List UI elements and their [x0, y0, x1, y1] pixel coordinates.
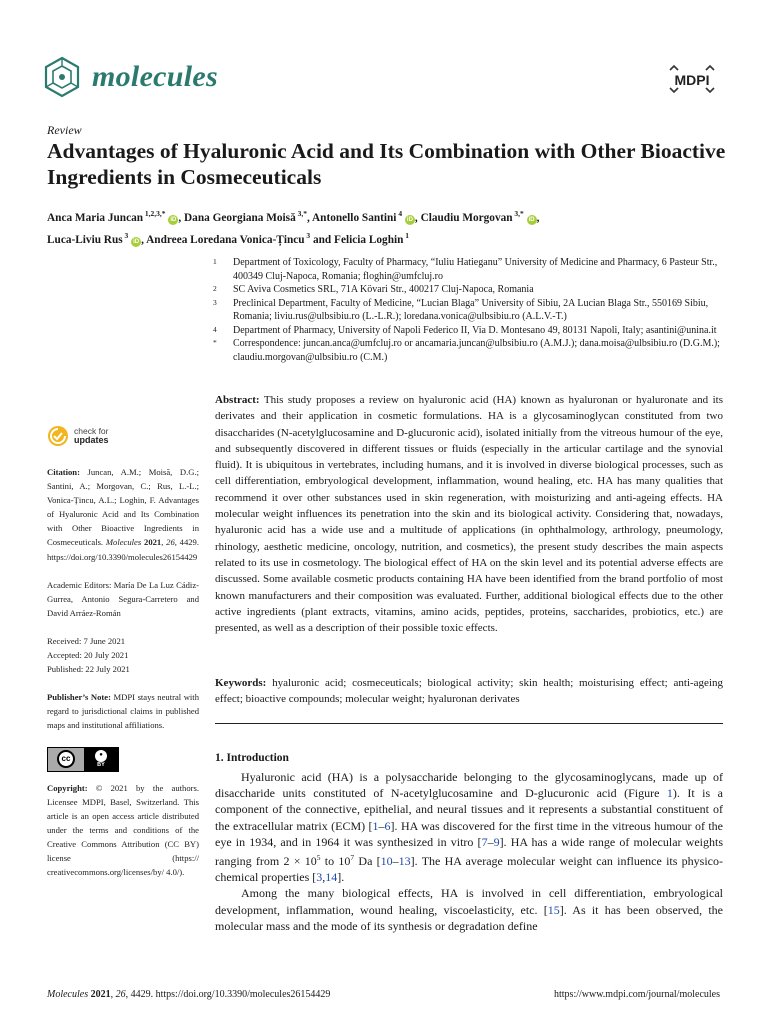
updates-bottom-label: updates [74, 435, 109, 445]
reference-link[interactable]: 6 [384, 818, 391, 833]
footer-journal-url[interactable]: https://www.mdpi.com/journal/molecules [554, 989, 720, 1000]
author-separator: and [310, 233, 335, 246]
abstract [215, 392, 723, 636]
paragraph [215, 769, 723, 885]
reference-link[interactable]: 9 [493, 834, 500, 849]
paragraph-text: – [378, 818, 385, 833]
author-separator: , [306, 211, 313, 224]
affiliation-item [213, 283, 733, 297]
author-affiliation-marker: 3 [122, 230, 129, 240]
paragraph-text: Among the many biological effects, HA is involved in cell differentiation, embryological development, inflammation, wound healing, viscoelasticity, etc. [ [215, 886, 723, 917]
author-name[interactable]: Claudiu Morgovan [420, 211, 513, 224]
footer-doi[interactable]: , 4429. https://doi.org/10.3390/molecules26154429 [125, 989, 331, 1000]
section-divider [215, 723, 723, 724]
author-name[interactable]: Antonello Santini [312, 211, 397, 224]
attribution-person-icon: ● [95, 750, 107, 762]
publisher-note [47, 690, 199, 732]
affiliation-number: * [213, 338, 217, 347]
orcid-icon[interactable]: iD [406, 216, 413, 223]
check-for-updates-button[interactable] [47, 425, 199, 447]
affiliation-text: Department of Toxicology, Faculty of Pharmacy, “Iuliu Hatieganu” University of Medicine and Pharmacy, 6 Pasteur Str., 400349 Cluj-Napoca, Romania; floghin@umfcluj.ro [233, 257, 718, 282]
footer-citation: Molecules 2021, 26, 4429. https://doi.org/10.3390/molecules26154429 [47, 989, 331, 1000]
dates-block [47, 634, 199, 676]
superscript: 7 [350, 853, 355, 863]
citation-label: Citation: [47, 467, 80, 477]
citation-block: Citation: Juncan, A.M.; Moisă, D.G.; Santini, A.; Morgovan, C.; Rus, L.-L.; Vonica-Țincu, A.L.; Loghin, F. Advantages of Hyaluronic Acid and Its Combination with Other Bioactive Ingredients in Cosmeceuticals. Molecules 2021, 26, 4429. https://doi.org/10.3390/molecules26154429 [47, 467, 200, 562]
affiliation-item [213, 297, 733, 324]
journal-name: molecules [92, 60, 219, 93]
affiliation-list [213, 256, 733, 364]
reference-link[interactable]: 13 [398, 854, 411, 869]
paragraph-text: ]. The HA average molecular weight can influence its physico-chemical properties [ [215, 854, 723, 885]
copyright-block [47, 781, 199, 880]
copyright-text: © 2021 by the authors. Licensee MDPI, Basel, Switzerland. This article is an open access article distributed under the terms and conditions of the Creative Commons Attribution (CC BY) license (https:// creativecommons.org/licenses/by/ 4.0/). [47, 782, 199, 878]
affiliation-number: 3 [213, 297, 217, 307]
author-affiliation-marker: 1,2,3,* [143, 209, 166, 218]
author-separator: , [178, 211, 185, 224]
journal-logo[interactable] [40, 55, 218, 99]
footer-year: 2021 [90, 989, 111, 1000]
superscript: 5 [316, 853, 321, 863]
author-name[interactable]: Anca Maria Juncan [47, 211, 144, 224]
paragraph-text: ]. HA was discovered for the first time in the vitreous humour of the eye in 1934, and in 1964 it was synthesized in vitro [ [215, 818, 724, 849]
reference-link[interactable]: 14 [325, 870, 338, 885]
reference-link[interactable]: 10 [380, 854, 393, 869]
affiliation-item [213, 324, 733, 338]
paragraph-text: Hyaluronic acid (HA) is a polysaccharide belonging to the glycosaminoglycans, made up of disaccharide units constituted of N-acetylglucosamine and D-glucuronic acid (Figure [215, 770, 723, 801]
reference-link[interactable]: 15 [547, 902, 560, 917]
affiliation-number: 1 [213, 257, 217, 266]
copyright-label: Copyright: [47, 782, 88, 793]
updates-top-label: check for [74, 426, 109, 436]
paragraph-text: ]. [337, 870, 345, 885]
article-type: Review [47, 123, 82, 137]
paragraph-text: – [487, 834, 494, 849]
section-heading-introduction: 1. Introduction [215, 752, 289, 764]
reference-link[interactable]: 7 [481, 834, 488, 849]
orcid-icon[interactable]: iD [170, 216, 177, 223]
publisher-name: MDPI [674, 72, 710, 88]
cc-by-license-badge[interactable] [47, 747, 119, 772]
affiliation-text: Correspondence: juncan.anca@umfcluj.ro or ancamaria.juncan@ulbsibiu.ro (A.M.J.); dana.moisa@ulbsibiu.ro (D.G.M.); claudiu.morgovan@ulbsibiu.ro (C.M.) [233, 338, 720, 363]
keywords-text: hyaluronic acid; cosmeceuticals; biological activity; skin health; moisturising effect; anti-ageing effect; bioactive compounds; molecular weight; hyaluronan derivates [215, 677, 723, 706]
author-name[interactable]: Dana Georgiana Moisă [184, 211, 296, 224]
paragraph-text: – [392, 854, 399, 869]
reference-link[interactable]: 1 [372, 818, 379, 833]
reference-link[interactable]: 1 [666, 786, 673, 801]
received-date: Received: 7 June 2021 [47, 635, 126, 646]
citation-journal: Molecules [105, 537, 142, 548]
footer-volume: 26 [115, 989, 126, 1000]
affiliation-text: SC Aviva Cosmetics SRL, 71A Kövari Str., 400217 Cluj-Napoca, Romania [233, 284, 534, 295]
keywords [215, 675, 723, 708]
author-affiliation-marker: 1 [403, 230, 410, 240]
author-name[interactable]: Luca-Liviu Rus [47, 233, 123, 246]
article-title: Advantages of Hyaluronic Acid and Its Combination with Other Bioactive Ingredients in Cosmeceuticals [47, 139, 726, 189]
molecule-hexagon-icon [40, 55, 84, 99]
accepted-date: Accepted: 20 July 2021 [47, 650, 129, 661]
author-affiliation-marker: 4 [396, 209, 403, 218]
mdpi-logo[interactable] [666, 64, 718, 94]
keywords-label: Keywords: [215, 677, 267, 689]
affiliation-item [213, 256, 733, 283]
publisher-note-label: Publisher’s Note: [47, 692, 111, 703]
affiliation-text: Preclinical Department, Faculty of Medicine, “Lucian Blaga” University of Sibiu, 2A Lucian Blaga Str., 550169 Sibiu, Romania; liviu.rus@ulbsibiu.ro (L.-L.R.); loredana.vonica@ulbsibiu.ro (A.L.V.-T.) [233, 297, 709, 322]
author-separator: , [141, 233, 147, 246]
paragraph-text: Da [ [354, 854, 381, 869]
check-updates-icon [47, 425, 69, 447]
citation-year: 2021 [144, 537, 162, 548]
citation-volume: 26 [166, 537, 175, 548]
affiliation-number: 4 [213, 324, 217, 334]
author-list [47, 205, 727, 249]
paragraph [215, 885, 723, 934]
author-affiliation-marker: 3 [304, 230, 311, 240]
citation-text: Juncan, A.M.; Moisă, D.G.; Santini, A.; Morgovan, C.; Rus, L.-L.; Vonica-Țincu, A.L.; Loghin, F. Advantages of Hyaluronic Acid and Its Combination with Other Bioactive Ingredients in Cosmeceuticals. [47, 467, 199, 548]
sidebar [47, 425, 199, 893]
cc-by-label: BY [97, 761, 105, 768]
orcid-icon[interactable]: iD [133, 238, 140, 245]
orcid-icon[interactable]: iD [528, 216, 535, 223]
abstract-label: Abstract: [215, 394, 260, 406]
citation-doi[interactable]: , 4429. https://doi.org/10.3390/molecules26154429 [47, 537, 200, 562]
affiliation-text: Department of Pharmacy, University of Napoli Federico II, Via D. Montesano 49, 80131 Napoli, Italy; asantini@unina.it [233, 324, 717, 336]
introduction-body [215, 769, 723, 934]
author-separator: , [536, 211, 540, 224]
affiliation-number: 2 [213, 284, 217, 293]
academic-editors: Academic Editors: María De La Luz Cádiz-Gurrea, Antonio Segura-Carretero and David Arráez-Román [47, 579, 199, 618]
paragraph-text: , [322, 870, 326, 885]
paragraph-text: ). It is a component of the connective, epithelial, and neural tissues and it represents a substantial constituent of the extracellular matrix (ECM) [ [215, 786, 723, 833]
paragraph-text: ]. HA has a wide range of molecular weights ranging from 2 × 10 [215, 834, 723, 869]
author-affiliation-marker: 3,* [512, 209, 524, 218]
author-name[interactable]: Felicia Loghin [334, 233, 404, 246]
author-separator: , [414, 211, 421, 224]
author-affiliation-marker: 3,* [295, 209, 307, 218]
publisher-note-text: MDPI stays neutral with regard to jurisdictional claims in published maps and institutional affiliations. [47, 692, 199, 731]
paragraph-text: ]. As it has been observed, the molecular mass and the mode of its synthesis or degradation define [215, 902, 723, 933]
reference-link[interactable]: 3 [316, 870, 323, 885]
creative-commons-icon: cc [57, 750, 75, 768]
affiliation-item [213, 337, 733, 364]
footer-journal: Molecules [47, 989, 89, 1000]
paragraph-text: to 10 [320, 854, 351, 869]
published-date: Published: 22 July 2021 [47, 664, 130, 675]
abstract-text: This study proposes a review on hyaluronic acid (HA) known as hyaluronan or hyaluronate and its derivates and their application in cosmetic formulations. HA is a glycosaminoglycan constituted from two disaccharides (N-acetylglucosamine and D-glucuronic acid), isolated initially from the vitreous humour of the eye, and subsequently discovered in different tissues or fluids (especially in the articular cartilage and the synovial fluid). It is ubiquitous in vertebrates, including humans, and it is involved in diverse biological processes, such as cell differentiation, embryological development, inflammation, wound healing, etc. HA has many qualities that recommend it over other substances used in skin regeneration, with moisturizing and anti-ageing effects. HA molecular weight influences its penetration into the skin and its biological activity. Considering that, nowadays, hyaluronic acid has a wide use and a multitude of applications (in ophthalmology, arthrology, pneumology, rhinology, aesthetic medicine, oncology, nutrition, and cosmetics), the present study describes the main aspects related to its use in cosmetology. The biological effect of HA on the skin level and its potential adverse effects are discussed. Some available cosmetic products containing HA have been identified from the brand portfolio of most known manufacturers and their composition was evaluated. Further, additional biological effects due to the other active ingredients (plant extracts, vitamins, amino acids, peptides, proteins, saccharides, probiotics, etc.) are presented, as well as a description of their possible toxic effects. [215, 394, 723, 635]
author-name[interactable]: Andreea Loredana Vonica-Țincu [146, 233, 305, 246]
